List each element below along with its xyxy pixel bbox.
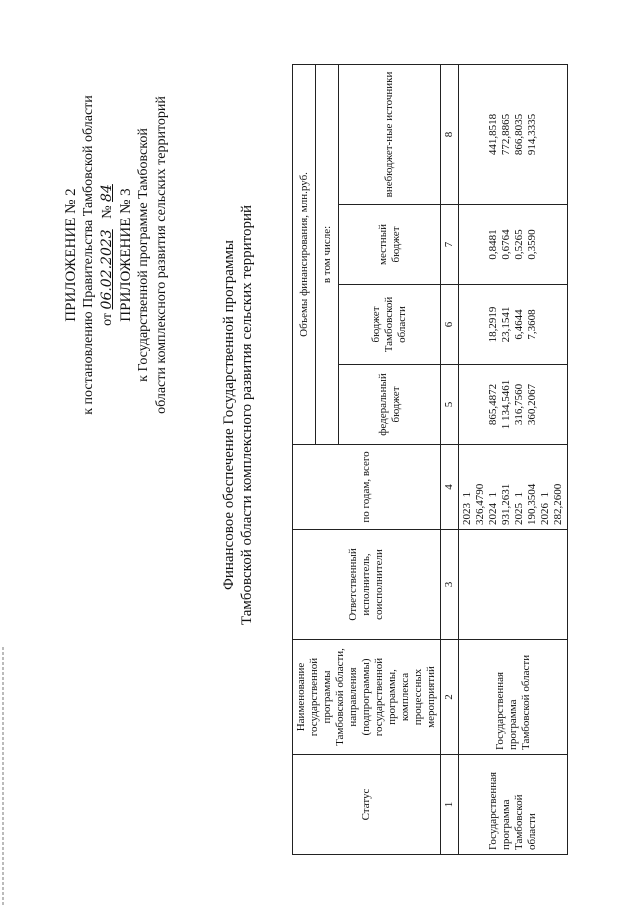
header-offbudget: внебюджет-ные источники [339, 64, 441, 204]
program-reference-2: области комплексного развития сельских территорий [154, 96, 169, 414]
appendix-header [62, 45, 171, 465]
header-status: Статус [293, 755, 441, 855]
col-num-7: 7 [441, 205, 459, 285]
date-prefix: от [100, 312, 115, 326]
header-volume: Объемы финансирования, млн.руб. [293, 64, 316, 444]
row-name: Государственная программа Тамбовской области [459, 640, 568, 755]
row-federal: 865,4872 1 134,5461 316,7560 360,2067 [459, 365, 568, 445]
col-num-4: 4 [441, 445, 459, 530]
row-responsible [459, 530, 568, 640]
handwritten-number: 84 [99, 184, 115, 202]
header-including: в том числе: [316, 64, 339, 444]
resolution-date-line [98, 45, 117, 465]
year-2025-total: 2025 1 190,3504 [513, 483, 538, 525]
document-title [220, 155, 256, 675]
table-row [459, 64, 568, 854]
col-num-2: 2 [441, 640, 459, 755]
resolution-reference: к постановлению Правительства Тамбовской области [81, 95, 96, 415]
header-local: местный бюджет [339, 205, 441, 285]
title-line-1: Финансовое обеспечение Государственной программы [221, 239, 237, 591]
title-line-2: Тамбовской области комплексного развития сельских территорий [239, 204, 255, 626]
appendix-number-3: ПРИЛОЖЕНИЕ № 3 [118, 188, 134, 322]
header-federal: федеральный бюджет [339, 365, 441, 445]
col-num-8: 8 [441, 64, 459, 204]
table-header-row-1 [293, 64, 316, 854]
col-num-1: 1 [441, 755, 459, 855]
row-totals [459, 445, 568, 530]
row-local: 0,8481 0,6764 0,5265 0,3590 [459, 205, 568, 285]
col-num-5: 5 [441, 365, 459, 445]
header-responsible: Ответственный исполнитель, соисполнители [293, 530, 441, 640]
program-reference-1: к Государственной программе Тамбовской [136, 128, 151, 382]
year-2024-total: 2024 1 931,2631 [487, 483, 512, 525]
year-2023-total: 2023 1 326,4790 [461, 483, 486, 525]
financing-table [292, 64, 568, 855]
column-number-row [441, 64, 459, 854]
row-offbudget: 441,8518 772,8865 866,8035 914,3335 [459, 64, 568, 204]
header-name: Наименование государственной программы Тамбовской области, направления (подпрограммы) государственной программы, комплекса процессных мероприятий [293, 640, 441, 755]
col-num-3: 3 [441, 530, 459, 640]
year-2026-total: 2026 1 282,2600 [539, 483, 564, 525]
number-prefix: № [100, 205, 115, 219]
row-regional: 18,2919 23,1541 6,4644 7,3608 [459, 285, 568, 365]
col-num-6: 6 [441, 285, 459, 365]
appendix-number: ПРИЛОЖЕНИЕ № 2 [63, 188, 79, 322]
row-status: Государственная программа Тамбовской области [459, 755, 568, 855]
scan-edge-stripe [0, 0, 10, 905]
header-total: по годам, всего [293, 445, 441, 530]
header-regional: бюджет Тамбовской области [339, 285, 441, 365]
handwritten-date: 06.02.2023 [99, 229, 115, 310]
